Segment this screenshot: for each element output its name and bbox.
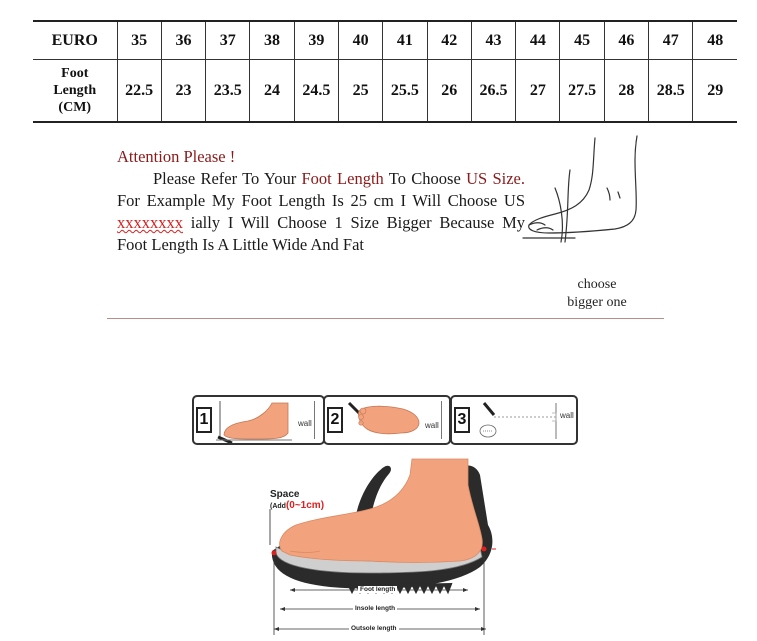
redacted-text: xxxxxxxx [117,213,183,232]
euro-size-cell: 35 [117,21,161,60]
cm-length-cell: 29 [693,60,737,123]
cm-length-cell: 23 [161,60,205,123]
space-range-label: (0~1cm) [285,500,325,511]
insole-length-label: Insole length [355,605,396,612]
sizing-advice-text: Please Refer To Your Foot Length To Choose US Size. For Example My Foot Length Is 25 cm I Will Choose US xxxxxxxx ially I Will Choose 1 Size Bigger Because My Foot Length Is A Little Wide And Fat [117,169,525,254]
foot-length-row [33,60,737,123]
cm-length-cell: 24 [250,60,294,123]
euro-size-cell: 42 [427,21,471,60]
step-number: 3 [454,407,470,433]
cm-length-cell: 23.5 [206,60,250,123]
section-divider [107,318,664,319]
euro-size-cell: 43 [471,21,515,60]
euro-size-cell: 41 [383,21,427,60]
foot-top-icon [345,399,425,443]
cm-length-cell: 26 [427,60,471,123]
measure-step-2 [323,395,451,445]
wall-line [441,401,442,439]
euro-size-cell: 36 [161,21,205,60]
euro-size-cell: 38 [250,21,294,60]
attention-note [117,146,525,256]
euro-size-cell: 47 [649,21,693,60]
euro-size-cell: 37 [206,21,250,60]
cm-length-cell: 27 [516,60,560,123]
cm-length-cell: 25.5 [383,60,427,123]
euro-size-cell: 40 [338,21,382,60]
measure-step-3 [450,395,578,445]
euro-size-cell: 46 [604,21,648,60]
euro-size-cell: 44 [516,21,560,60]
foot-sketch-illustration [515,130,665,250]
wall-line [314,401,315,439]
size-chart-table [33,20,737,123]
step-number: 2 [327,407,343,433]
wall-label: wall [425,421,439,430]
euro-header: EURO [33,21,117,60]
choose-bigger-caption: choose bigger one [567,277,627,310]
measure-line-icon [472,399,562,443]
euro-size-cell: 45 [560,21,604,60]
cm-length-cell: 25 [338,60,382,123]
cm-length-cell: 24.5 [294,60,338,123]
attention-heading: Attention Please ! [117,147,236,166]
cm-length-cell: 26.5 [471,60,515,123]
cm-length-cell: 28 [604,60,648,123]
cm-length-cell: 27.5 [560,60,604,123]
measure-step-1 [192,395,325,445]
outsole-length-label: Outsole length [351,625,397,632]
space-label: Space (Add(0~1cm) [270,489,325,511]
foot-length-label: Foot length [360,586,396,593]
euro-row [33,21,737,60]
wall-label: wall [298,419,312,428]
euro-size-cell: 39 [294,21,338,60]
step-number: 1 [196,407,212,433]
foot-in-shoe-diagram [260,455,500,641]
foot-side-icon [214,399,294,443]
cm-length-cell: 22.5 [117,60,161,123]
foot-length-header: Foot Length (CM) [53,66,97,115]
euro-size-cell: 48 [693,21,737,60]
cm-length-cell: 28.5 [649,60,693,123]
wall-label: wall [560,411,574,420]
